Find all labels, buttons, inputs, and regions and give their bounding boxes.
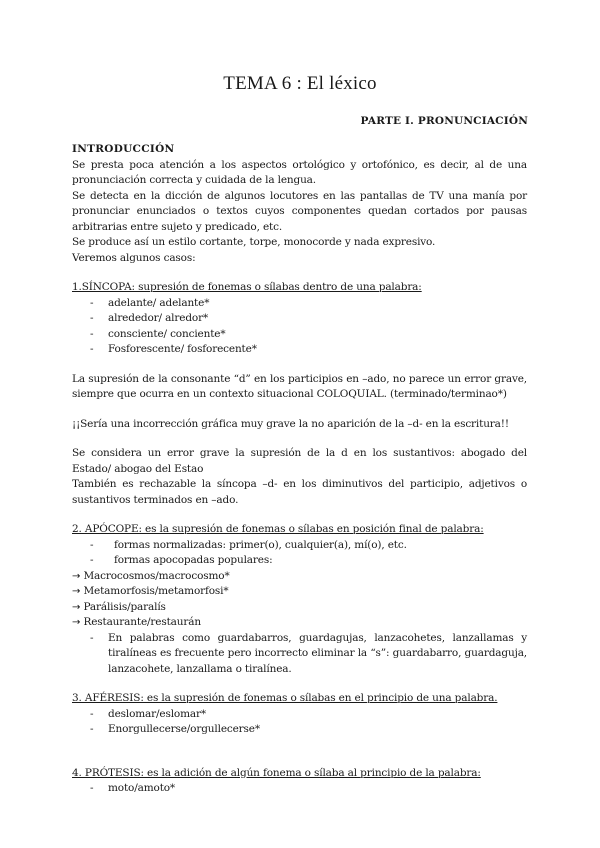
document-body	[72, 142, 527, 797]
document-title: TEMA 6 : El léxico	[223, 73, 377, 94]
protesis-heading: 4. PRÓTESIS: es la adición de algún fonema o sílaba al principio de la palabra:	[72, 766, 481, 779]
sincopa-heading: 1.SÍNCOPA: supresión de fonemas o sílabas dentro de una palabra:	[72, 281, 422, 293]
list-item: - formas apocopadas populares:	[90, 553, 527, 569]
arrow-icon: →	[72, 601, 81, 613]
list-item: - alrededor/ alredor*	[90, 311, 527, 327]
arrow-icon: →	[72, 570, 81, 582]
intro-paragraph-4: Veremos algunos casos:	[72, 251, 196, 264]
list-item: - deslomar/eslomar*	[90, 707, 527, 723]
sincopa-paragraph-sustantivos: Se considera un error grave la supresión de la d en los sustantivos: abogado del Estado/ abogao del Estao	[72, 447, 527, 475]
apocope-note-list	[72, 631, 527, 678]
apocope-arrow-item: → Metamorfosis/metamorfosi*	[72, 585, 229, 597]
list-item: - consciente/ conciente*	[90, 327, 527, 343]
sincopa-paragraph-escritura: ¡¡Sería una incorrección gráfica muy grave la no aparición de la –d- en la escritura!!	[72, 417, 509, 430]
list-item: - Enorgullecerse/orgullecerse*	[90, 722, 527, 738]
aferesis-list	[72, 707, 527, 738]
apocope-list	[72, 538, 527, 569]
list-item: - moto/amoto*	[90, 781, 527, 797]
apocope-heading: 2. APÓCOPE: es la supresión de fonemas o sílabas en posición final de palabra:	[72, 523, 484, 535]
sincopa-paragraph-diminutivos: También es rechazable la síncopa –d- en los diminutivos del participio, adjetivos o sustantivos terminados en –ado.	[72, 478, 527, 506]
arrow-icon: →	[72, 586, 81, 597]
sincopa-paragraph-participios: La supresión de la consonante “d” en los participios en –ado, no parece un error grave, siempre que ocurra en un contexto situacional COLOQUIAL. (terminado/terminao*)	[72, 372, 527, 400]
aferesis-heading: 3. AFÉRESIS: es la supresión de fonemas o sílabas en el principio de una palabra.	[72, 692, 498, 704]
intro-paragraph-1: Se presta poca atención a los aspectos ortológico y ortofónico, es decir, al de una pronunciación correcta y cuidada de la lengua.	[72, 158, 527, 186]
arrow-icon: →	[72, 617, 81, 628]
list-item: - formas normalizadas: primer(o), cualquier(a), mí(o), etc.	[90, 538, 527, 554]
protesis-list	[72, 781, 527, 797]
list-item: - Fosforescente/ fosforecente*	[90, 342, 527, 358]
apocope-note: - En palabras como guardabarros, guardagujas, lanzacohetes, lanzallamas y tiralíneas es frecuente pero incorrecto eliminar la “s”: guardabarro, guardaguja, lanzacohete, lanzallama o tiralínea.	[90, 631, 527, 678]
list-item: - adelante/ adelante*	[90, 296, 527, 312]
apocope-arrow-item: → Restaurante/restaurán	[72, 616, 201, 628]
apocope-arrow-item: → Parálisis/paralís	[72, 600, 166, 613]
part-heading: PARTE I. PRONUNCIACIÓN	[360, 115, 528, 127]
apocope-arrow-item: → Macrocosmos/macrocosmo*	[72, 569, 230, 582]
sincopa-list	[72, 296, 527, 358]
intro-paragraph-2: Se detecta en la dicción de algunos locutores en las pantallas de TV una manía por pronunciar enunciados o textos cuyos componentes quedan cortados por pausas arbitrarias entre sujeto y predicado, etc.	[72, 189, 527, 233]
intro-paragraph-3: Se produce así un estilo cortante, torpe, monocorde y nada expresivo.	[72, 236, 436, 248]
intro-heading: INTRODUCCIÓN	[72, 143, 175, 155]
